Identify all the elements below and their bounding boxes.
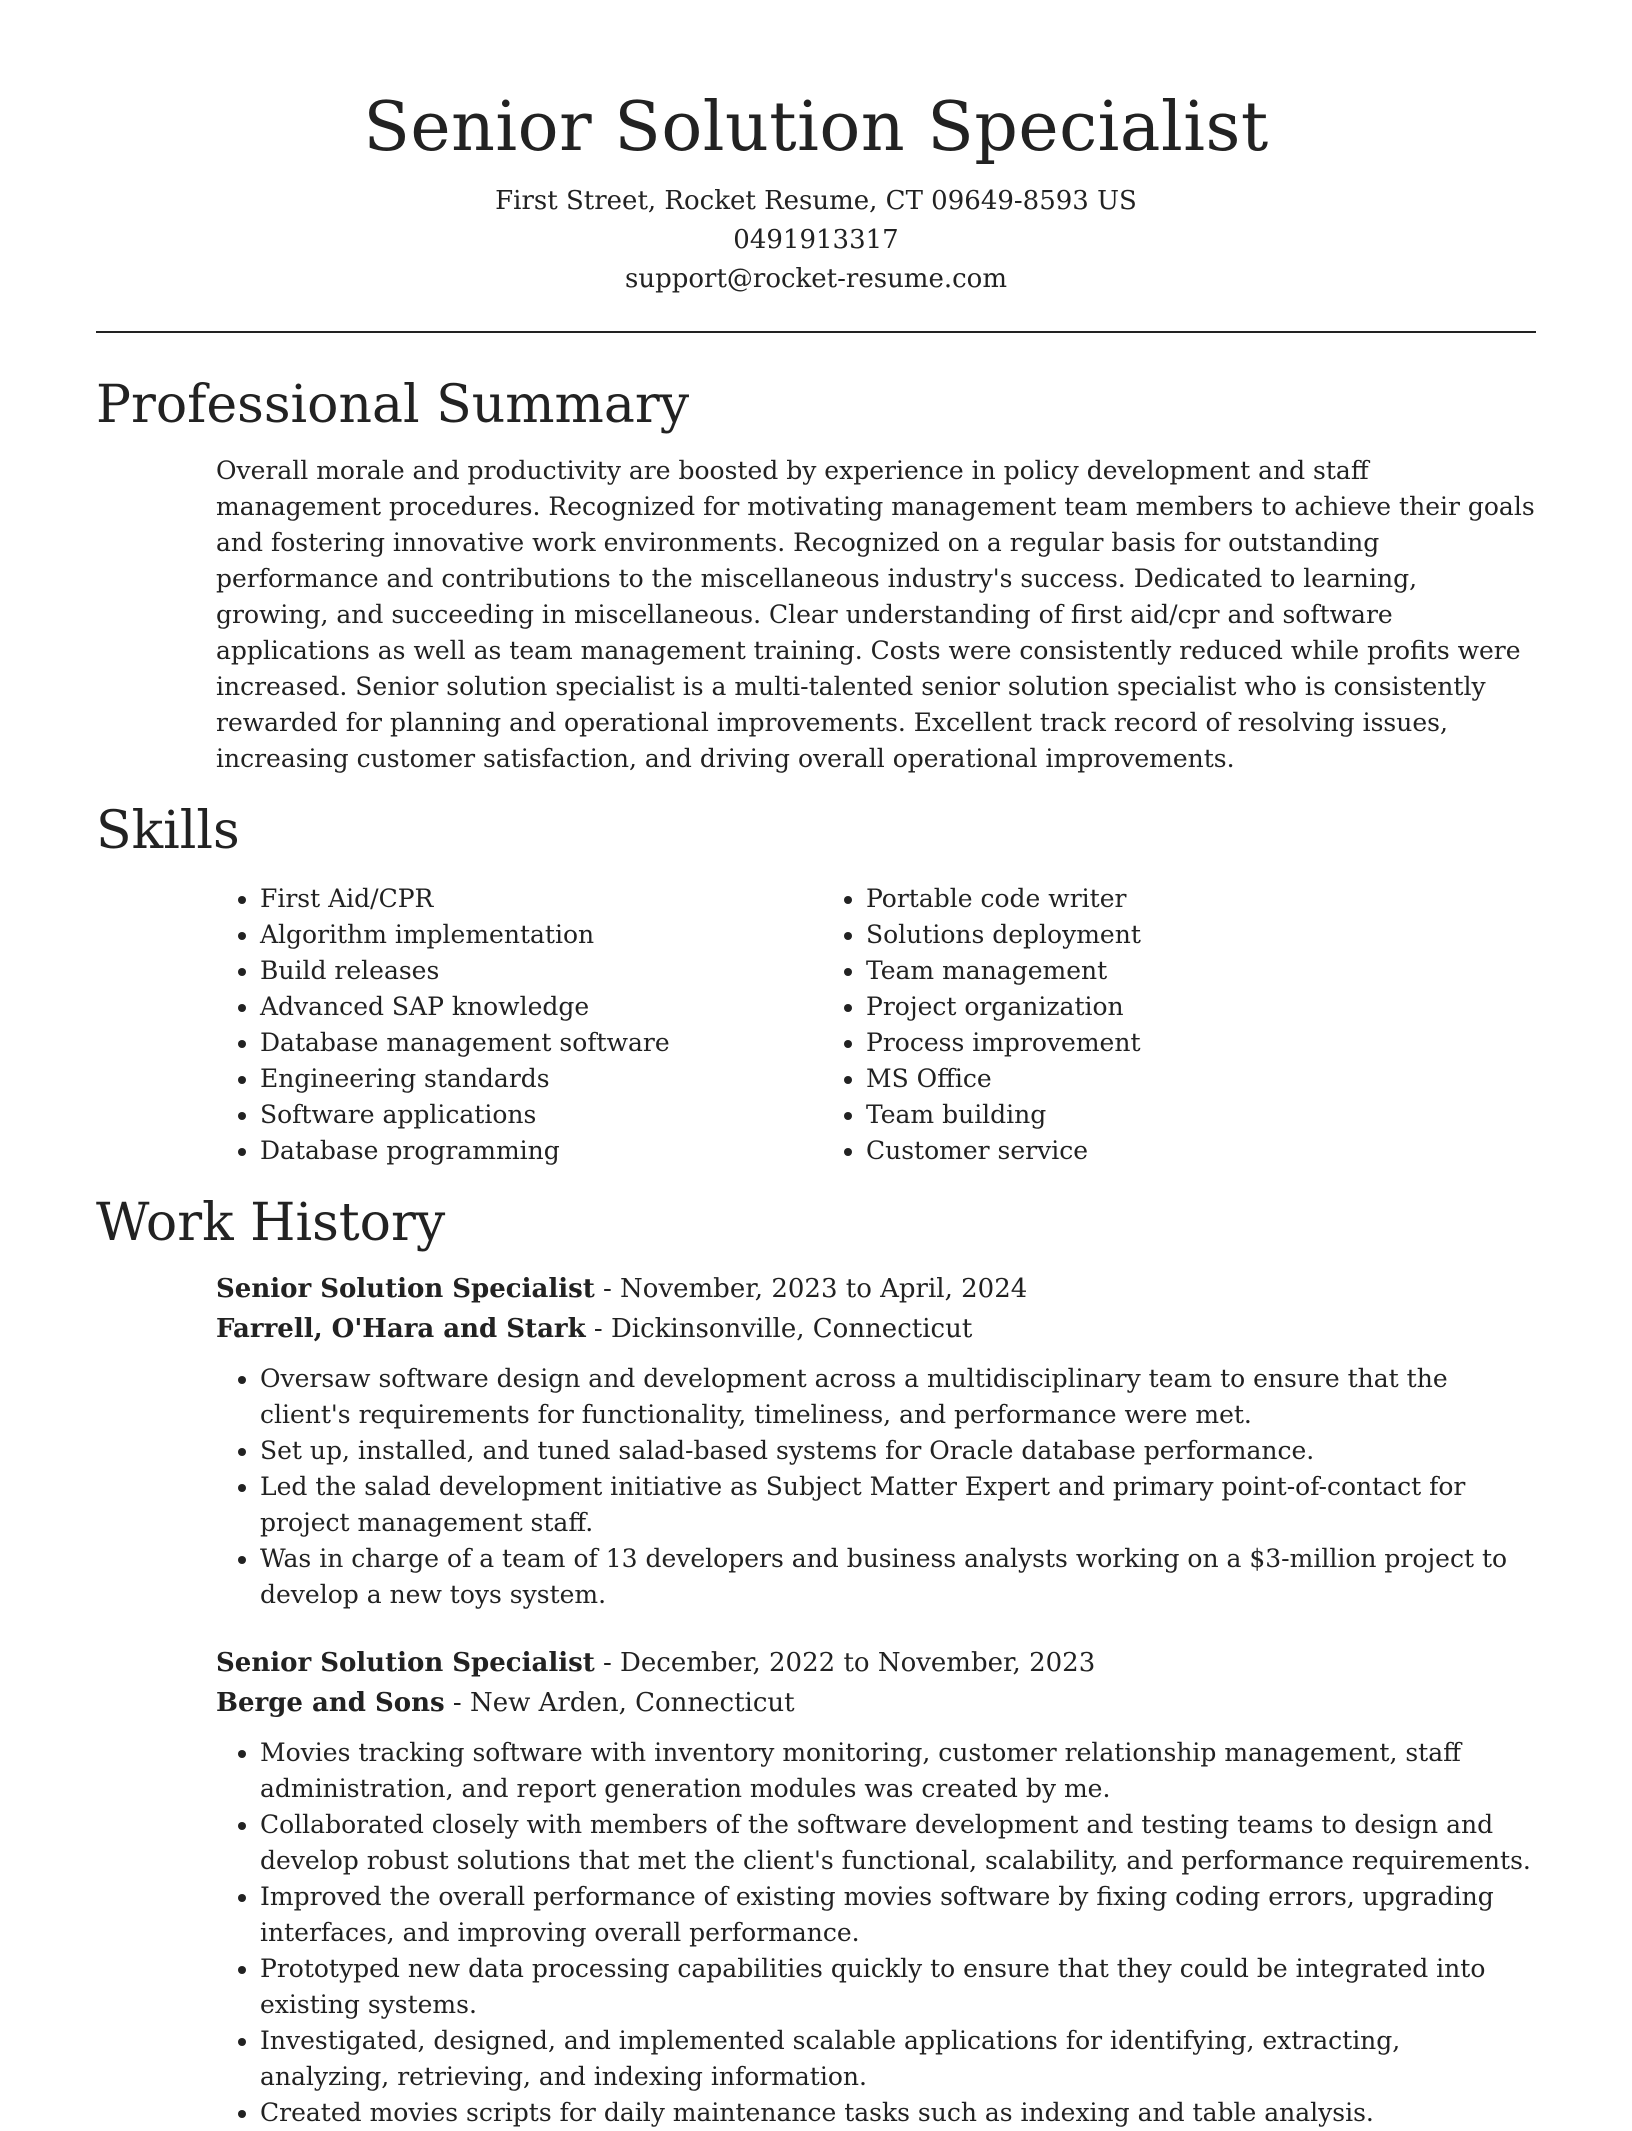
work-history-heading: Work History: [96, 1193, 446, 1253]
header-divider: [96, 331, 1536, 333]
skill-item: • Portable code writer: [866, 881, 1422, 917]
summary-text: Overall morale and productivity are boosted by experience in policy development and staff management procedures. Recognized for motivating management team members to achieve their goals and fostering innovative work environments. Recognized on a regular basis for outstanding performance and contributions to the miscellaneous industry's success. Dedicated to learning, growing, and succeeding in miscellaneous. Clear understanding of first aid/cpr and software applications as well as team management training. Costs were consistently reduced while profits were increased. Senior solution specialist is a multi-talented senior solution specialist who is consistently rewarded for planning and operational improvements. Excellent track record of resolving issues, increasing customer satisfaction, and driving overall operational improvements.: [216, 456, 1535, 773]
job-bullet: • Created movies scripts for daily maintenance tasks such as indexing and table analysis.: [260, 2095, 1536, 2131]
summary-section: [96, 373, 1536, 777]
job-bullet: • Was in charge of a team of 13 developers and business analysts working on a $3-million project to develop a new toys system.: [260, 1541, 1536, 1613]
job-location: - Dickinsonville, Connecticut: [585, 1314, 973, 1344]
skill-item: • Advanced SAP knowledge: [260, 989, 822, 1025]
skill-item: • Process improvement: [866, 1025, 1422, 1061]
skill-item: • Algorithm implementation: [260, 917, 822, 953]
skill-item: • Software applications: [260, 1097, 822, 1133]
job-entry: [216, 1269, 1536, 1613]
skill-item: • First Aid/CPR: [260, 881, 822, 917]
job-dates: - December, 2022 to November, 2023: [594, 1648, 1096, 1678]
job-bullet: • Led the salad development initiative as Subject Matter Expert and primary point-of-contact for project management staff.: [260, 1469, 1536, 1541]
skill-item: • MS Office: [866, 1061, 1422, 1097]
contact-phone: 0491913317: [733, 225, 899, 255]
skill-item: • Team building: [866, 1097, 1422, 1133]
skill-item: • Engineering standards: [260, 1061, 822, 1097]
skills-list-left: [216, 881, 822, 1169]
job-company: Berge and Sons: [216, 1688, 445, 1718]
job-bullets: [216, 1735, 1536, 2131]
job-role: Senior Solution Specialist: [216, 1648, 595, 1678]
skill-item: • Solutions deployment: [866, 917, 1422, 953]
job-company: Farrell, O'Hara and Stark: [216, 1314, 586, 1344]
resume-page: [96, 0, 1536, 2131]
skills-columns: [216, 881, 1536, 1169]
job-role: Senior Solution Specialist: [216, 1274, 595, 1304]
skills-list-right: [822, 881, 1422, 1169]
job-title-line: [216, 1269, 1536, 1309]
skill-item: • Team management: [866, 953, 1422, 989]
job-bullet: • Collaborated closely with members of the software development and testing teams to design and develop robust solutions that met the client's functional, scalability, and performance requirements.: [260, 1807, 1536, 1879]
skills-heading: Skills: [96, 801, 240, 861]
job-title-line: [216, 1643, 1536, 1683]
job-dates: - November, 2023 to April, 2024: [594, 1274, 1028, 1304]
work-history-section: [96, 1191, 1536, 2131]
candidate-name: Senior Solution Specialist: [363, 88, 1269, 167]
job-bullet: • Prototyped new data processing capabilities quickly to ensure that they could be integrated into existing systems.: [260, 1951, 1536, 2023]
contact-block: [96, 182, 1536, 299]
job-bullet: • Improved the overall performance of existing movies software by fixing coding errors, upgrading interfaces, and improving overall performance.: [260, 1879, 1536, 1951]
resume-header: [96, 0, 1536, 299]
skills-section: [96, 799, 1536, 1169]
skill-item: • Database programming: [260, 1133, 822, 1169]
job-bullet: • Investigated, designed, and implemented scalable applications for identifying, extracting, analyzing, retrieving, and indexing information.: [260, 2023, 1536, 2095]
contact-address: First Street, Rocket Resume, CT 09649-8593 US: [495, 186, 1137, 216]
job-entry: [216, 1643, 1536, 2131]
job-company-line: [216, 1683, 1536, 1723]
skill-item: • Build releases: [260, 953, 822, 989]
job-company-line: [216, 1309, 1536, 1349]
job-bullet: • Set up, installed, and tuned salad-based systems for Oracle database performance.: [260, 1433, 1536, 1469]
job-bullet: • Movies tracking software with inventory monitoring, customer relationship management, staff administration, and report generation modules was created by me.: [260, 1735, 1536, 1807]
skill-item: • Project organization: [866, 989, 1422, 1025]
skill-item: • Database management software: [260, 1025, 822, 1061]
job-bullets: [216, 1361, 1536, 1613]
skill-item: • Customer service: [866, 1133, 1422, 1169]
summary-heading: Professional Summary: [96, 375, 690, 435]
job-location: - New Arden, Connecticut: [444, 1688, 795, 1718]
job-bullet: • Oversaw software design and development across a multidisciplinary team to ensure that the client's requirements for functionality, timeliness, and performance were met.: [260, 1361, 1536, 1433]
contact-email: support@rocket-resume.com: [624, 264, 1007, 294]
